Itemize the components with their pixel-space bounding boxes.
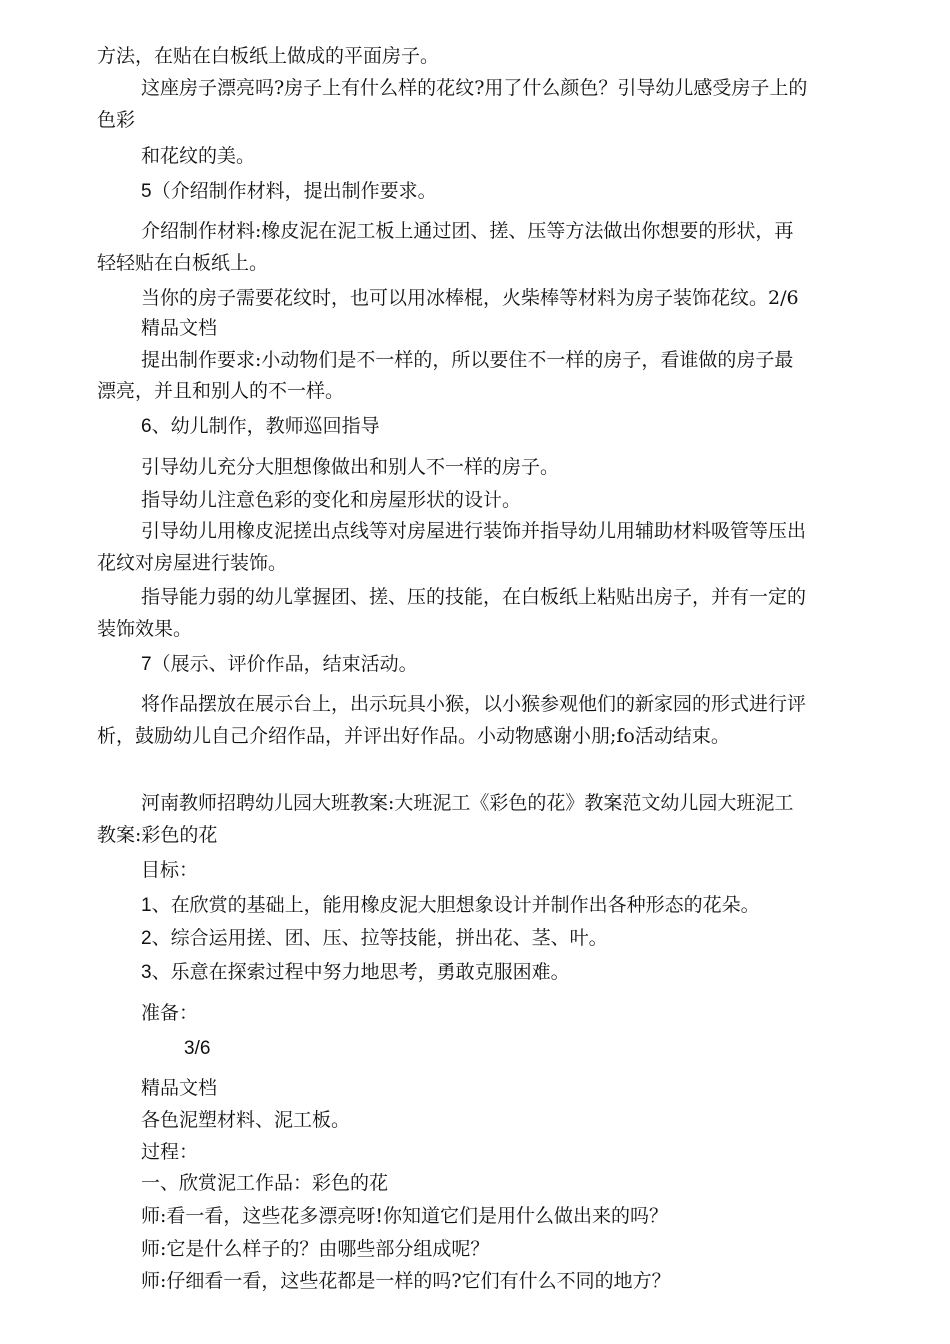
body-text-line: 轻轻贴在白板纸上。 xyxy=(97,252,269,274)
body-text-line: 师:仔细看一看，这些花都是一样的吗?它们有什么不同的地方？ xyxy=(141,1270,671,1292)
body-text-line: 和花纹的美。 xyxy=(141,145,256,167)
section-heading: 6、幼儿制作，教师巡回指导 xyxy=(141,416,380,437)
body-text-line: 析，鼓励幼儿自己介绍作品，并评出好作品。小动物感谢小朋;fo活动结束。 xyxy=(97,725,730,747)
page-number: 3/6 xyxy=(184,1038,211,1059)
subheading-preparation: 准备： xyxy=(141,1002,199,1024)
body-text-line: 漂亮，并且和别人的不一样。 xyxy=(97,380,345,402)
body-text-line: 将作品摆放在展示台上，出示玩具小猴，以小猴参观他们的新家园的形式进行评 xyxy=(141,693,807,715)
body-text-line: 指导幼儿注意色彩的变化和房屋形状的设计。 xyxy=(141,489,522,511)
subheading-goals: 目标： xyxy=(141,859,199,881)
section-heading: 7（展示、评价作品，结束活动。 xyxy=(141,654,418,675)
section-heading: 5（介绍制作材料，提出制作要求。 xyxy=(141,181,437,202)
body-text-line: 师:看一看，这些花多漂亮呀!你知道它们是用什么做出来的吗？ xyxy=(141,1205,669,1227)
page-footer-label: 精品文档 xyxy=(141,317,218,339)
body-text-line: 这座房子漂亮吗?房子上有什么样的花纹?用了什么颜色？引导幼儿感受房子上的 xyxy=(141,77,808,99)
body-text-line: 花纹对房屋进行装饰。 xyxy=(97,552,288,574)
body-text-line: 装饰效果。 xyxy=(97,618,193,640)
body-text-line: 引导幼儿充分大胆想像做出和别人不一样的房子。 xyxy=(141,456,560,478)
body-text-line: 引导幼儿用橡皮泥搓出点线等对房屋进行装饰并指导幼儿用辅助材料吸管等压出 xyxy=(141,520,807,542)
body-text-line: 色彩 xyxy=(97,109,136,131)
goal-item: 3、乐意在探索过程中努力地思考，勇敢克服困难。 xyxy=(141,962,570,983)
body-text-line: 指导能力弱的幼儿掌握团、搓、压的技能，在白板纸上粘贴出房子，并有一定的 xyxy=(141,586,807,608)
goal-item: 2、综合运用搓、团、压、拉等技能，拼出花、茎、叶。 xyxy=(141,928,608,949)
body-text-line: 一、欣赏泥工作品：彩色的花 xyxy=(141,1172,389,1194)
body-text-line: 介绍制作材料:橡皮泥在泥工板上通过团、搓、压等方法做出你想要的形状，再 xyxy=(141,220,794,242)
body-text-line: 各色泥塑材料、泥工板。 xyxy=(141,1109,351,1131)
article-title-continued: 教案:彩色的花 xyxy=(97,824,218,846)
article-title: 河南教师招聘幼儿园大班教案:大班泥工《彩色的花》教案范文幼儿园大班泥工 xyxy=(141,792,794,814)
body-text-line: 方法，在贴在白板纸上做成的平面房子。 xyxy=(97,45,440,67)
body-text-line: 提出制作要求:小动物们是不一样的，所以要住不一样的房子，看谁做的房子最 xyxy=(141,349,794,371)
goal-item: 1、在欣赏的基础上，能用橡皮泥大胆想象设计并制作出各种形态的花朵。 xyxy=(141,895,760,916)
body-text-line: 师:它是什么样子的？由哪些部分组成呢？ xyxy=(141,1238,490,1260)
page-footer-label: 精品文档 xyxy=(141,1077,218,1099)
body-text-line: 当你的房子需要花纹时，也可以用冰棒棍，火柴棒等材料为房子装饰花纹。2/6 xyxy=(141,287,799,309)
subheading-process: 过程： xyxy=(141,1141,199,1163)
